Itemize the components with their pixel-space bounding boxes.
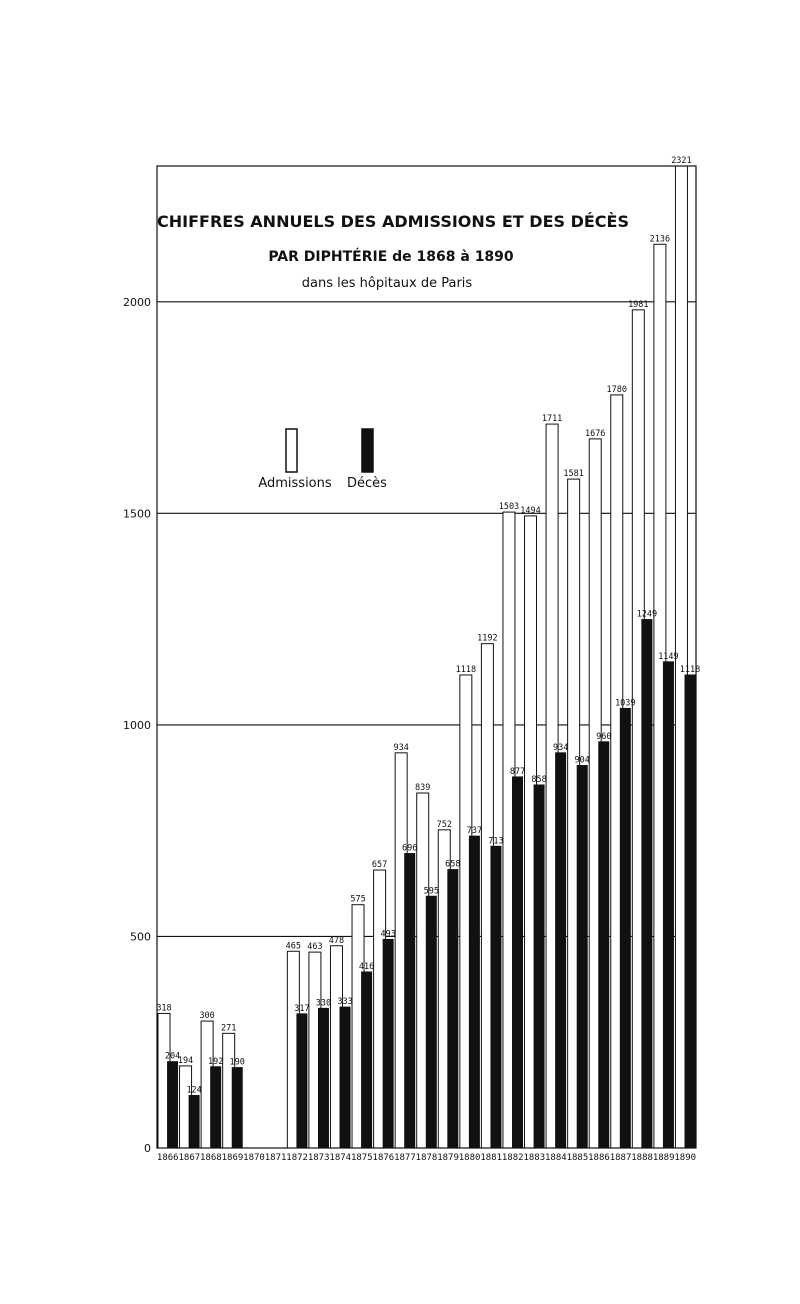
data-label-deces: 658: [445, 859, 461, 870]
chart-subtitle: PAR DIPHTÉRIE de 1868 à 1890: [268, 249, 514, 265]
bar-deces: [168, 1062, 178, 1148]
bars: [158, 166, 695, 1148]
x-tick-label: 1871: [264, 1153, 287, 1163]
x-axis-ticks: [157, 1153, 696, 1163]
data-label-deces: 330: [315, 998, 332, 1009]
data-label-admissions: 1780: [606, 384, 628, 395]
y-tick-label: 1000: [123, 718, 151, 732]
bar-deces: [577, 766, 587, 1148]
bar-deces: [426, 896, 436, 1148]
bar-deces: [362, 972, 372, 1148]
bar-deces: [663, 662, 673, 1148]
bar-deces: [599, 742, 609, 1148]
x-tick-label: 1868: [200, 1153, 222, 1163]
data-label-deces: 124: [186, 1085, 202, 1096]
y-tick-label: 1500: [123, 507, 151, 521]
legend-swatch-admissions: [286, 429, 297, 472]
data-label-admissions: 1981: [628, 299, 649, 310]
x-tick-label: 1873: [307, 1153, 330, 1163]
data-label-deces: 333: [337, 997, 353, 1008]
bar-deces: [297, 1014, 307, 1148]
bar-deces: [448, 870, 458, 1148]
data-label-deces: 934: [552, 742, 569, 753]
data-label-deces: 877: [509, 766, 526, 777]
data-label-admissions: 2321: [671, 156, 692, 166]
x-tick-label: 1884: [545, 1153, 567, 1163]
data-label-admissions: 934: [393, 742, 409, 753]
x-tick-label: 1886: [588, 1153, 610, 1163]
bar-deces: [556, 753, 566, 1148]
data-label-admissions: 194: [177, 1055, 194, 1066]
data-label-admissions: 300: [199, 1011, 215, 1022]
data-label-admissions: 271: [221, 1023, 237, 1034]
data-label-deces: 416: [358, 961, 375, 972]
data-label-deces: 595: [423, 886, 439, 897]
legend-label-admissions: Admissions: [258, 476, 332, 491]
data-label-deces: 960: [596, 731, 612, 742]
x-tick-label: 1885: [566, 1153, 589, 1163]
y-tick-label: 0: [144, 1142, 151, 1155]
x-tick-label: 1881: [480, 1153, 503, 1163]
x-tick-label: 1879: [437, 1153, 459, 1163]
data-label-admissions: 478: [328, 935, 345, 946]
data-label-deces: 1249: [636, 609, 658, 620]
data-label-deces: 190: [229, 1057, 245, 1068]
x-tick-label: 1877: [394, 1153, 416, 1163]
data-label-deces: 1118: [679, 664, 701, 675]
data-label-deces: 317: [294, 1003, 310, 1014]
bar-deces: [534, 785, 544, 1148]
data-label-deces: 737: [466, 826, 483, 837]
x-tick-label: 1872: [286, 1153, 308, 1163]
y-axis-ticks: [123, 296, 151, 1155]
x-tick-label: 1866: [156, 1153, 179, 1163]
bar-deces: [620, 708, 630, 1148]
bar-deces: [642, 620, 652, 1148]
data-label-admissions: 2136: [649, 234, 671, 245]
y-tick-label: 500: [130, 930, 151, 944]
data-label-admissions: 1676: [584, 428, 606, 439]
data-label-admissions: 1494: [520, 505, 541, 516]
chart-subtitle-2: dans les hôpitaux de Paris: [301, 276, 473, 291]
data-label-deces: 713: [488, 836, 504, 847]
data-label-deces: 904: [574, 755, 590, 766]
data-label-admissions: 318: [156, 1003, 172, 1014]
data-label-admissions: 465: [285, 941, 302, 952]
bar-deces: [383, 939, 393, 1148]
y-tick-label: 2000: [123, 295, 151, 309]
data-label-admissions: 463: [307, 942, 323, 953]
data-label-admissions: 1581: [563, 469, 584, 480]
data-label-admissions: 1503: [498, 502, 520, 513]
x-tick-label: 1875: [350, 1153, 373, 1163]
data-label-admissions: 1118: [455, 664, 477, 675]
data-label-admissions: 575: [350, 894, 366, 905]
data-label-deces: 858: [531, 774, 547, 785]
bar-deces: [232, 1068, 242, 1148]
legend-label-deces: Décès: [347, 476, 387, 491]
data-label-deces: 1149: [658, 651, 679, 662]
bar-deces: [685, 675, 695, 1148]
data-label-deces: 192: [208, 1056, 224, 1067]
x-tick-label: 1887: [609, 1153, 632, 1163]
data-label-deces: 696: [402, 843, 418, 854]
x-tick-label: 1867: [178, 1153, 201, 1163]
bar-deces: [405, 854, 415, 1148]
data-label-deces: 1039: [615, 698, 636, 709]
bar-deces: [491, 846, 501, 1148]
data-label-deces: 493: [380, 929, 396, 940]
chart-title: CHIFFRES ANNUELS DES ADMISSIONS ET DES DÉCÈS: [157, 212, 629, 231]
x-tick-label: 1880: [458, 1153, 481, 1163]
x-tick-label: 1870: [243, 1153, 265, 1163]
legend: [258, 429, 387, 491]
legend-swatch-deces: [362, 429, 373, 472]
bar-deces: [318, 1008, 328, 1148]
data-label-admissions: 839: [415, 783, 431, 794]
bar-deces: [513, 777, 523, 1148]
data-label-deces: 204: [164, 1051, 181, 1062]
x-tick-label: 1878: [415, 1153, 438, 1163]
bar-deces: [189, 1096, 199, 1148]
x-tick-label: 1888: [631, 1153, 653, 1163]
x-tick-label: 1890: [674, 1153, 697, 1163]
x-tick-label: 1869: [221, 1153, 244, 1163]
data-label-admissions: 657: [371, 860, 388, 871]
bar-deces: [211, 1067, 221, 1148]
data-label-admissions: 752: [436, 819, 452, 830]
x-tick-label: 1882: [501, 1153, 524, 1163]
x-tick-label: 1876: [372, 1153, 395, 1163]
x-tick-label: 1883: [523, 1153, 546, 1163]
x-tick-label: 1889: [652, 1153, 675, 1163]
data-label-admissions: 1192: [477, 633, 498, 644]
bar-deces: [469, 836, 479, 1148]
data-label-admissions: 1711: [541, 414, 563, 425]
bar-deces: [340, 1007, 350, 1148]
x-tick-label: 1874: [329, 1153, 352, 1163]
